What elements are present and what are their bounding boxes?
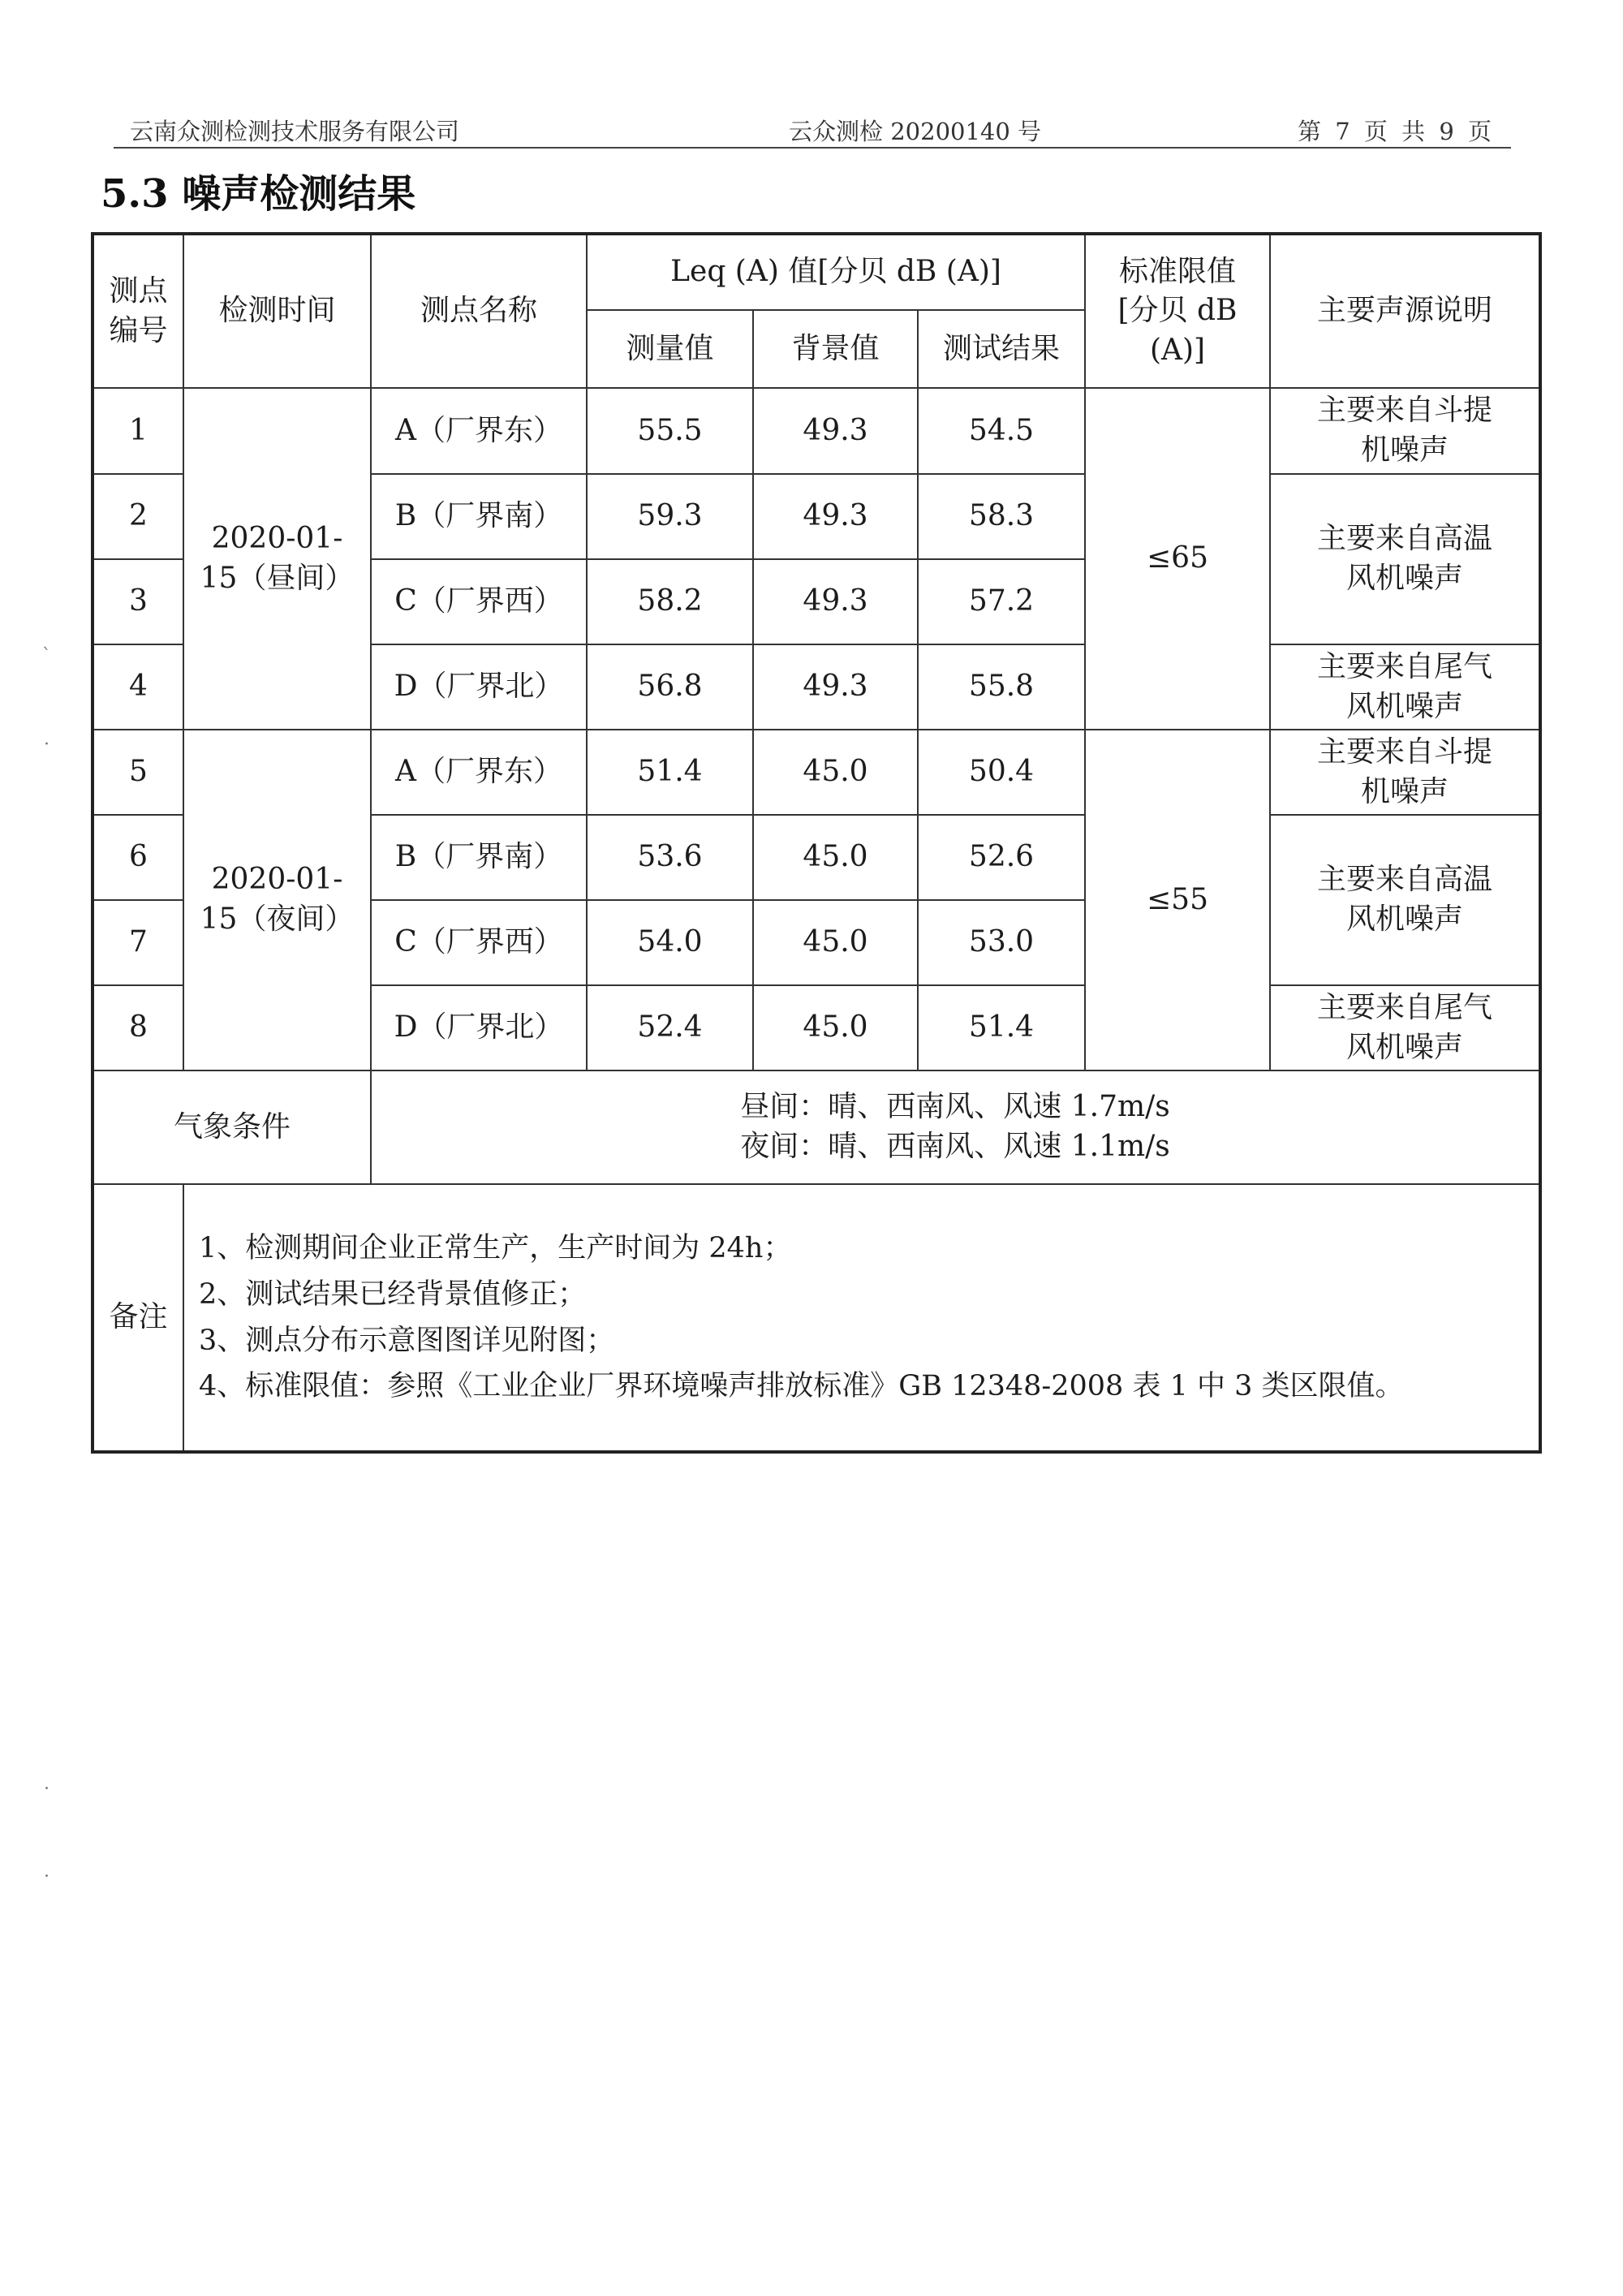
point-no: 3 xyxy=(93,559,183,644)
background-value: 49.3 xyxy=(753,644,918,730)
header-measured: 测量值 xyxy=(587,310,753,388)
background-value: 45.0 xyxy=(753,730,918,815)
table-row xyxy=(93,730,1540,815)
point-no: 2 xyxy=(93,474,183,559)
source-desc: 主要来自高温风机噪声 xyxy=(1270,474,1540,644)
point-name: D（厂界北） xyxy=(371,644,587,730)
note-item: 1、检测期间企业正常生产，生产时间为 24h； xyxy=(199,1232,792,1265)
header-limit: 标准限值[分贝 dB (A)] xyxy=(1085,234,1270,388)
weather-night: 夜间：晴、西南风、风速 1.1m/s xyxy=(740,1130,1170,1163)
result-value: 54.5 xyxy=(918,388,1085,474)
measured-value: 55.5 xyxy=(587,388,753,474)
point-name: C（厂界西） xyxy=(371,900,587,985)
notes-content xyxy=(183,1184,1540,1452)
company-name: 云南众测检测技术服务有限公司 xyxy=(130,118,460,145)
time-cell-day: 2020-01-15（昼间） xyxy=(183,388,371,730)
report-number: 云众测检 20200140 号 xyxy=(789,118,1042,145)
point-name: A（厂界东） xyxy=(371,388,587,474)
point-no: 7 xyxy=(93,900,183,985)
scan-speck: ` xyxy=(42,646,51,666)
section-title: 5.3 噪声检测结果 xyxy=(101,171,416,217)
point-no: 8 xyxy=(93,985,183,1070)
measured-value: 56.8 xyxy=(587,644,753,730)
header-point-no: 测点编号 xyxy=(93,234,183,388)
point-name: B（厂界南） xyxy=(371,474,587,559)
header-leq: Leq (A) 值[分贝 dB (A)] xyxy=(587,234,1085,310)
result-value: 51.4 xyxy=(918,985,1085,1070)
result-value: 53.0 xyxy=(918,900,1085,985)
page-header xyxy=(114,110,1511,144)
limit-day: ≤65 xyxy=(1085,388,1270,730)
source-desc: 主要来自斗提机噪声 xyxy=(1270,388,1540,474)
header-time: 检测时间 xyxy=(183,234,371,388)
point-name: A（厂界东） xyxy=(371,730,587,815)
notes-label: 备注 xyxy=(93,1184,183,1452)
point-name: D（厂界北） xyxy=(371,985,587,1070)
scan-speck: · xyxy=(44,734,50,755)
measured-value: 53.6 xyxy=(587,815,753,900)
header-rule xyxy=(114,147,1511,149)
background-value: 49.3 xyxy=(753,474,918,559)
notes-row xyxy=(93,1184,1540,1452)
time-cell-night: 2020-01-15（夜间） xyxy=(183,730,371,1070)
point-name: B（厂界南） xyxy=(371,815,587,900)
limit-night: ≤55 xyxy=(1085,730,1270,1070)
weather-label: 气象条件 xyxy=(93,1070,371,1184)
header-result: 测试结果 xyxy=(918,310,1085,388)
source-desc: 主要来自高温风机噪声 xyxy=(1270,815,1540,985)
point-no: 1 xyxy=(93,388,183,474)
header-row-1 xyxy=(93,234,1540,310)
background-value: 45.0 xyxy=(753,815,918,900)
background-value: 45.0 xyxy=(753,900,918,985)
background-value: 49.3 xyxy=(753,559,918,644)
measured-value: 51.4 xyxy=(587,730,753,815)
source-desc: 主要来自尾气风机噪声 xyxy=(1270,644,1540,730)
result-value: 52.6 xyxy=(918,815,1085,900)
noise-results-table xyxy=(91,232,1542,1454)
result-value: 57.2 xyxy=(918,559,1085,644)
background-value: 45.0 xyxy=(753,985,918,1070)
weather-conditions xyxy=(371,1070,1540,1184)
source-desc: 主要来自尾气风机噪声 xyxy=(1270,985,1540,1070)
header-source: 主要声源说明 xyxy=(1270,234,1540,388)
background-value: 49.3 xyxy=(753,388,918,474)
point-no: 4 xyxy=(93,644,183,730)
header-background: 背景值 xyxy=(753,310,918,388)
note-item: 3、测点分布示意图图详见附图； xyxy=(199,1324,615,1357)
weather-row xyxy=(93,1070,1540,1184)
note-item: 2、测试结果已经背景值修正； xyxy=(199,1277,587,1311)
result-value: 58.3 xyxy=(918,474,1085,559)
point-no: 6 xyxy=(93,815,183,900)
scan-speck: · xyxy=(44,1779,50,1799)
result-value: 50.4 xyxy=(918,730,1085,815)
header-point-name: 测点名称 xyxy=(371,234,587,388)
page-indicator: 第 7 页 共 9 页 xyxy=(1298,118,1495,145)
measured-value: 59.3 xyxy=(587,474,753,559)
measured-value: 52.4 xyxy=(587,985,753,1070)
note-item: 4、标准限值：参照《工业企业厂界环境噪声排放标准》GB 12348-2008 表 1 中 3 类区限值。 xyxy=(199,1370,1404,1403)
measured-value: 54.0 xyxy=(587,900,753,985)
table-row xyxy=(93,388,1540,474)
result-value: 55.8 xyxy=(918,644,1085,730)
point-name: C（厂界西） xyxy=(371,559,587,644)
measured-value: 58.2 xyxy=(587,559,753,644)
source-desc: 主要来自斗提机噪声 xyxy=(1270,730,1540,815)
point-no: 5 xyxy=(93,730,183,815)
scan-speck: · xyxy=(44,1867,50,1887)
weather-day: 昼间：晴、西南风、风速 1.7m/s xyxy=(740,1090,1170,1124)
